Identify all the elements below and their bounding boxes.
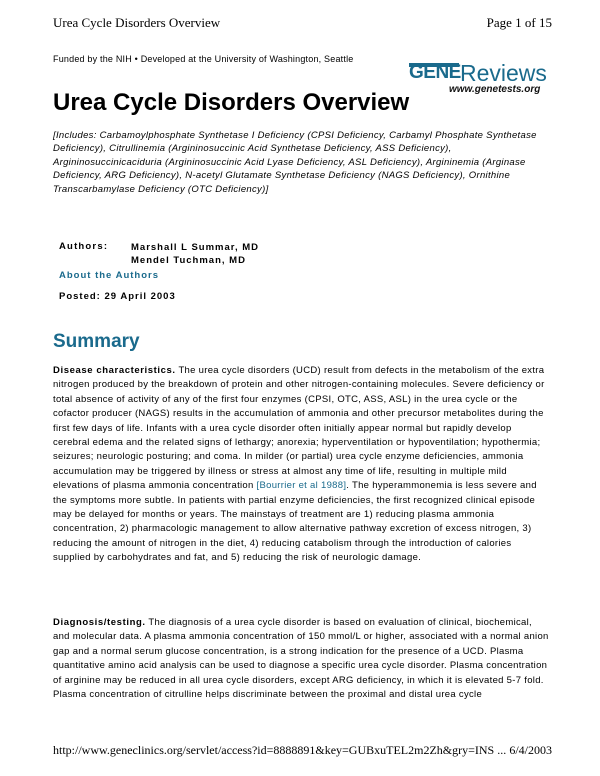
- logo-url: www.genetests.org: [449, 84, 541, 95]
- posted-date: Posted: 29 April 2003: [59, 291, 176, 302]
- authors-label: Authors:: [59, 241, 109, 252]
- paragraph-text: . The hyperammonemia is less severe and the symptoms more subtle. In patients with partial enzyme deficiencies, the first recognized clinical episode may be delayed for months or years. The mainstays of treatment are 1) reducing plasma ammonia concentration, 2) pharmacologic management to allow alternative pathway excretion of excess nitrogen, 3) reducing the amount of nitrogen in the diet, 4) reducing catabolism through the introduction of calories supplied by carbohydrates and fat, and 5) reducing the risk of neurologic damage.: [53, 480, 537, 564]
- disease-characteristics-paragraph: [53, 364, 551, 566]
- citation-link[interactable]: [Bourrier et al 1988]: [256, 480, 347, 492]
- page-title: Urea Cycle Disorders Overview: [53, 89, 410, 116]
- author-name: Marshall L Summar, MD: [131, 242, 259, 253]
- author-name: Mendel Tuchman, MD: [131, 255, 246, 266]
- includes-list: [Includes: Carbamoylphosphate Synthetase I Deficiency (CPSI Deficiency, Carbamyl Phosphate Synthetase Deficiency), Citrullinemia (Argininosuccinic Acid Synthetase Deficiency, ASS Deficiency), Argininosuccinicaciduria (Argininosuccinic Acid Lyase Deficiency, ASL Deficiency), Argininemia (Arginase Deficiency, ARG Deficiency), N-acetyl Glutamate Synthetase Deficiency (NAGS Deficiency), Ornithine Transcarbamylase Deficiency (OTC Deficiency)]: [53, 130, 537, 195]
- paragraph-text: The urea cycle disorders (UCD) result from defects in the metabolism of the extra nitrogen produced by the breakdown of protein and other nitrogen-containing molecules. Severe deficiency or total absence of activity of any of the first four enzymes (CPSI, OTC, ASS, ASL) in the urea cycle or the cofactor producer (NAGS) results in the accumulation of ammonia and other precursor metabolites during the first few days of life. Infants with a urea cycle disorder often initially appear normal but rapidly develop cerebral edema and the related signs of lethargy; anorexia; hyperventilation or hypoventilation; hypothermia; seizures; neurologic posturing; and coma. In milder (or partial) urea cycle enzyme deficiencies, ammonia accumulation may be triggered by illness or stress at almost any time of life, resulting in multiple mild elevations of plasma ammonia concentration: [53, 365, 545, 492]
- about-authors-link[interactable]: About the Authors: [59, 270, 160, 281]
- paragraph-text: The diagnosis of a urea cycle disorder is based on evaluation of clinical, biochemical, and molecular data. A plasma ammonia concentration of 150 mmol/L or higher, associated with a normal anion gap and a normal serum glucose concentration, is a strong indication for the presence of a UCD. Plasma quantitative amino acid analysis can be used to diagnose a specific urea cycle disorder. Plasma concentration of arginine may be reduced in all urea cycle disorders, except ARG deficiency, in which it is elevated 5-7 fold. Plasma concentration of citrulline helps discriminate between the proximal and distal urea cycle: [53, 617, 549, 701]
- footer-url: http://www.geneclinics.org/servlet/access?id=8888891&key=GUBxuTEL2m2Zh&gry=INS ...: [53, 743, 507, 757]
- header-doc-title: Urea Cycle Disorders Overview: [53, 15, 221, 30]
- footer-date: 6/4/2003: [509, 743, 552, 757]
- summary-heading: Summary: [53, 331, 140, 352]
- paragraph-label: Disease characteristics.: [53, 365, 176, 376]
- diagnosis-testing-paragraph: [53, 616, 551, 702]
- genereviews-logo: [409, 60, 549, 100]
- funding-line: Funded by the NIH • Developed at the University of Washington, Seattle: [53, 54, 354, 64]
- logo-reviews-text: Reviews: [460, 60, 547, 86]
- logo-gene-text: GENE: [409, 62, 461, 83]
- header-page-number: Page 1 of 15: [486, 15, 552, 30]
- authors-list: [131, 241, 259, 267]
- paragraph-label: Diagnosis/testing.: [53, 617, 146, 628]
